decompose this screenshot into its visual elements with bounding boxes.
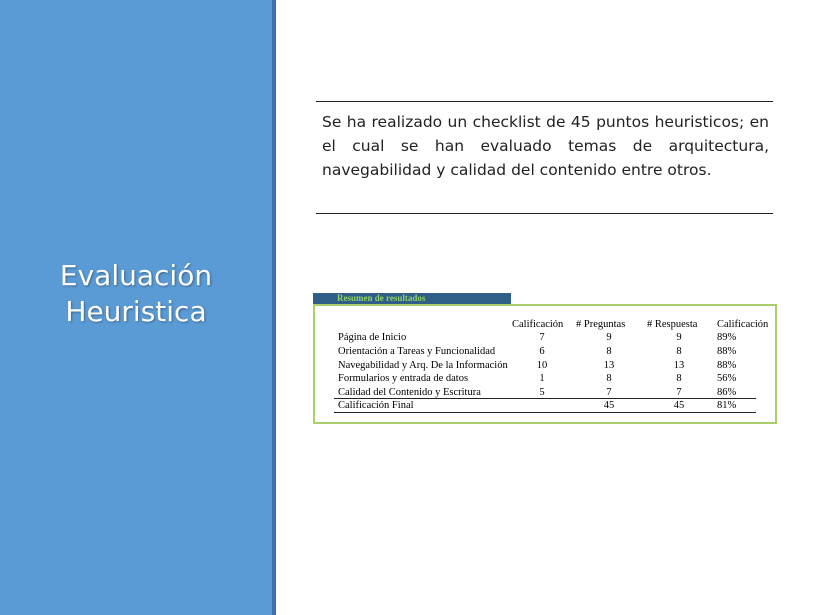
row-questions: 9 xyxy=(606,332,612,343)
left-panel-border xyxy=(272,0,276,615)
row-questions: 7 xyxy=(606,387,612,398)
row-answers: 8 xyxy=(676,373,682,384)
row-answers: 7 xyxy=(676,387,682,398)
row-questions: 13 xyxy=(603,360,615,371)
row-questions: 8 xyxy=(606,346,612,357)
bottom-rule xyxy=(316,213,773,214)
total-percent: 81% xyxy=(717,400,737,411)
col-header-answers: # Respuesta xyxy=(647,319,698,330)
row-answers: 13 xyxy=(673,360,685,371)
row-percent: 56% xyxy=(717,373,737,384)
col-header-percent: Calificación xyxy=(717,319,769,330)
row-percent: 88% xyxy=(717,360,737,371)
summary-header: Resumen de resultados xyxy=(313,293,511,304)
row-name: Orientación a Tareas y Funcionalidad xyxy=(338,346,496,357)
total-name: Calificación Final xyxy=(338,400,414,411)
row-percent: 86% xyxy=(717,387,737,398)
bottom-divider xyxy=(334,412,756,413)
top-rule xyxy=(316,101,773,102)
row-score: 10 xyxy=(536,360,548,371)
slide-title xyxy=(0,258,272,330)
col-header-score: Calificación xyxy=(512,319,564,330)
total-answers: 45 xyxy=(673,400,685,411)
row-score: 7 xyxy=(539,332,545,343)
row-score: 1 xyxy=(539,373,545,384)
title-line-2: Heuristica xyxy=(65,295,207,328)
row-percent: 89% xyxy=(717,332,737,343)
row-score: 5 xyxy=(539,387,545,398)
row-name: Navegabilidad y Arq. De la Información xyxy=(338,360,508,371)
row-questions: 8 xyxy=(606,373,612,384)
row-answers: 9 xyxy=(676,332,682,343)
row-answers: 8 xyxy=(676,346,682,357)
total-questions: 45 xyxy=(603,400,615,411)
row-name: Calidad del Contenido y Escritura xyxy=(338,387,481,398)
row-name: Página de Inicio xyxy=(338,332,407,343)
row-percent: 88% xyxy=(717,346,737,357)
col-header-questions: # Preguntas xyxy=(576,319,626,330)
row-score: 6 xyxy=(539,346,545,357)
title-line-1: Evaluación xyxy=(59,259,213,292)
row-name: Formularios y entrada de datos xyxy=(338,373,469,384)
body-paragraph: Se ha realizado un checklist de 45 puntos heuristicos; en el cual se han evaluado temas de arquitectura, navegabilidad y calidad del contenido entre otros. xyxy=(322,113,769,179)
